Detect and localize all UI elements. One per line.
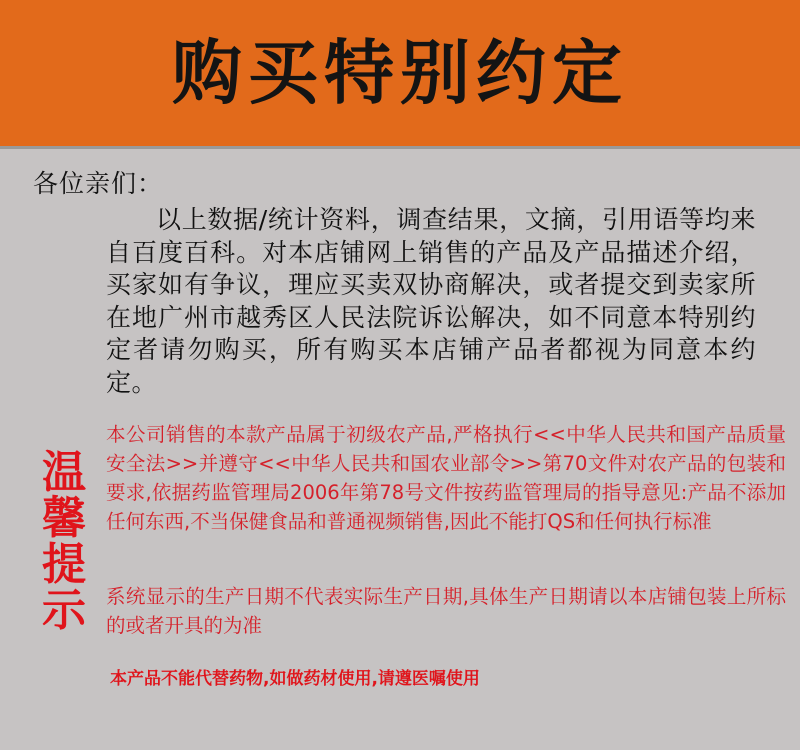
agricultural-product-notice: 本公司销售的本款产品属于初级农产品,严格执行<<中华人民共和国产品质量安全法>>并遵守<<中华人民共和国农业部令>>第70文件对农产品的包装和要求,依据药监管理局2006年第78号文件按药监管理局的指导意见:产品不添加任何东西,不当保健食品和普通视频销售,因此不能打QS和任何执行标准: [106, 423, 786, 533]
production-date-notice: 系统显示的生产日期不代表实际生产日期,具体生产日期请以本店铺包装上所标的或者开具的为准: [106, 585, 786, 637]
medicine-warning: 本产品不能代替药物,如做药材使用,请遵医嘱使用: [110, 669, 480, 689]
header-divider: [0, 146, 800, 149]
warm-tips-char: 温: [42, 447, 86, 498]
warm-tips-label: [34, 447, 94, 636]
header-banner: [0, 0, 800, 146]
warm-tips-char: 馨: [42, 493, 86, 544]
warm-tips-char: 提: [42, 539, 86, 590]
greeting-text: 各位亲们：: [33, 169, 164, 198]
warm-tips-char: 示: [42, 585, 86, 636]
agreement-paragraph: 以上数据/统计资料，调查结果，文摘，引用语等均来自百度百科。对本店铺网上销售的产品及产品描述介绍，买家如有争议，理应买卖双协商解决，或者提交到卖家所在地广州市越秀区人民法院诉讼解决，如不同意本特别约定者请勿购买，所有购买本店铺产品者都视为同意本约定。: [106, 205, 756, 397]
page-title: 购买特别约定: [172, 32, 628, 114]
